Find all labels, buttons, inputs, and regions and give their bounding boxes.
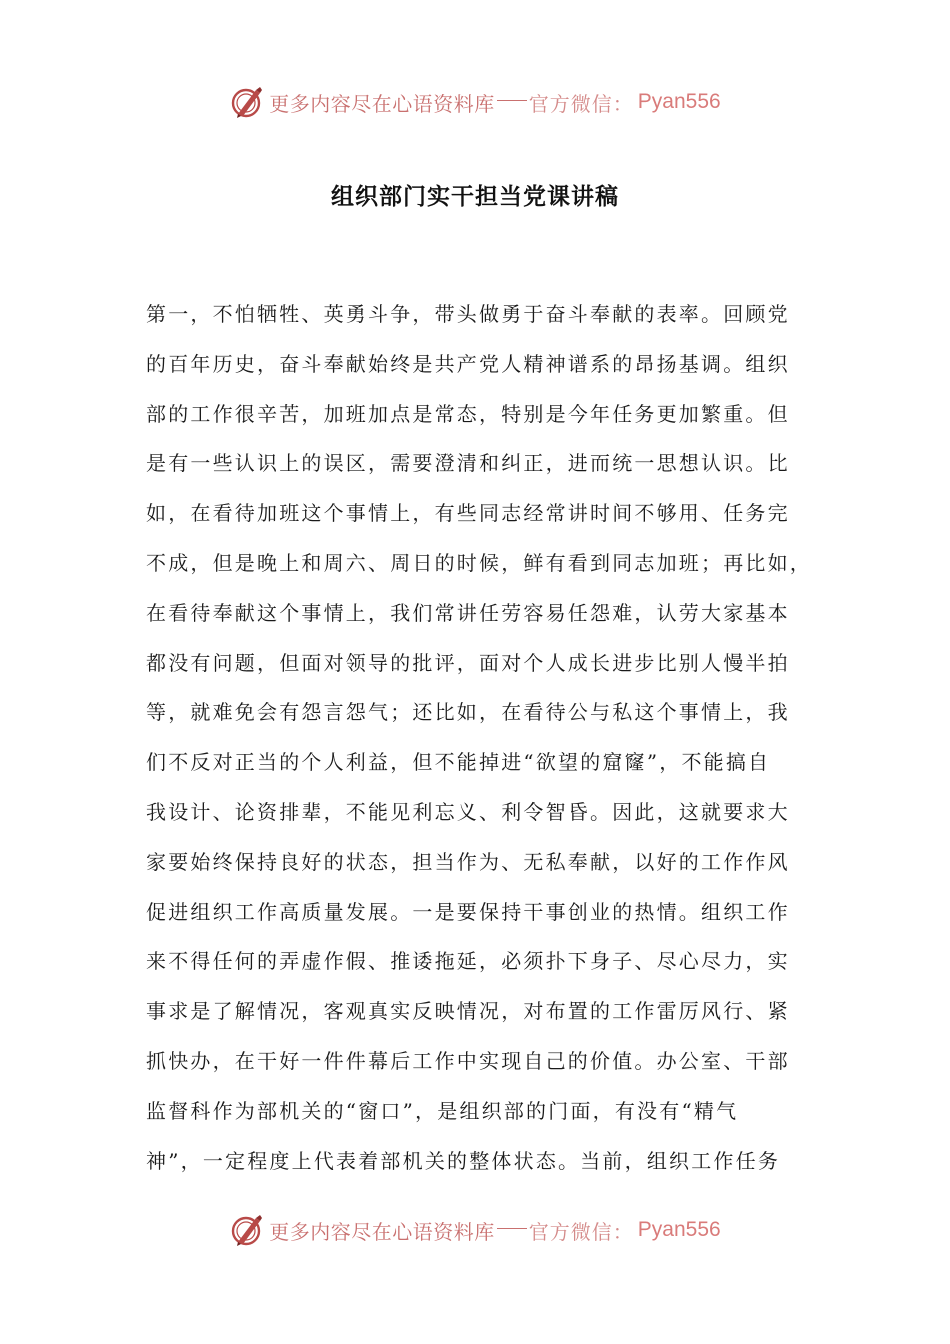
body-line: 不成，但是晚上和周六、周日的时候，鲜有看到同志加班；再比如， (146, 550, 812, 575)
banner-slogan: 更多内容尽在心语资料库 (269, 91, 495, 116)
banner-dash (497, 1228, 527, 1229)
document-body (146, 290, 812, 1186)
footer-banner (0, 1210, 950, 1250)
body-line: 在看待奉献这个事情上，我们常讲任劳容易任怨难，认劳大家基本 (146, 600, 790, 625)
banner-wechat-label: 官方微信： (528, 91, 634, 116)
body-line: 们不反对正当的个人利益，但不能掉进“欲望的窟窿”，不能搞自 (146, 750, 771, 775)
pen-logo-icon (229, 84, 265, 120)
banner-dash (497, 100, 527, 101)
header-banner (0, 82, 950, 122)
body-line: 事求是了解情况，客观真实反映情况，对布置的工作雷厉风行、紧 (146, 999, 790, 1024)
body-line: 如，在看待加班这个事情上，有些同志经常讲时间不够用、任务完 (146, 501, 790, 526)
banner-wechat-label: 官方微信： (528, 1219, 634, 1244)
banner-wechat-id: Pyan556 (637, 90, 721, 113)
body-line: 抓快办，在干好一件件幕后工作中实现自己的价值。办公室、干部 (146, 1048, 790, 1073)
body-line: 神”，一定程度上代表着部机关的整体状态。当前，组织工作任务 (146, 1148, 781, 1173)
body-line: 监督科作为部机关的“窗口”，是组织部的门面，有没有“精气 (146, 1098, 739, 1123)
body-line: 部的工作很辛苦，加班加点是常态，特别是今年任务更加繁重。但 (146, 401, 790, 426)
body-line: 都没有问题，但面对领导的批评，面对个人成长进步比别人慢半拍 (146, 650, 790, 675)
body-line: 等，就难免会有怨言怨气；还比如，在看待公与私这个事情上，我 (146, 700, 790, 725)
body-line: 促进组织工作高质量发展。一是要保持干事创业的热情。组织工作 (146, 899, 790, 924)
banner-wechat-id: Pyan556 (637, 1218, 721, 1241)
body-line: 我设计、论资排辈，不能见利忘义、利令智昏。因此，这就要求大 (146, 799, 790, 824)
document-title: 组织部门实干担当党课讲稿 (331, 184, 619, 210)
body-line: 是有一些认识上的误区，需要澄清和纠正，进而统一思想认识。比 (146, 451, 790, 476)
body-line: 的百年历史，奋斗奉献始终是共产党人精神谱系的昂扬基调。组织 (146, 351, 790, 376)
body-line: 来不得任何的弄虚作假、推诿拖延，必须扑下身子、尽心尽力，实 (146, 949, 790, 974)
pen-logo-icon (229, 1212, 265, 1248)
body-line: 第一，不怕牺牲、英勇斗争，带头做勇于奋斗奉献的表率。回顾党 (146, 302, 790, 326)
banner-slogan: 更多内容尽在心语资料库 (269, 1219, 495, 1244)
body-line: 家要始终保持良好的状态，担当作为、无私奉献，以好的工作作风 (146, 849, 790, 874)
